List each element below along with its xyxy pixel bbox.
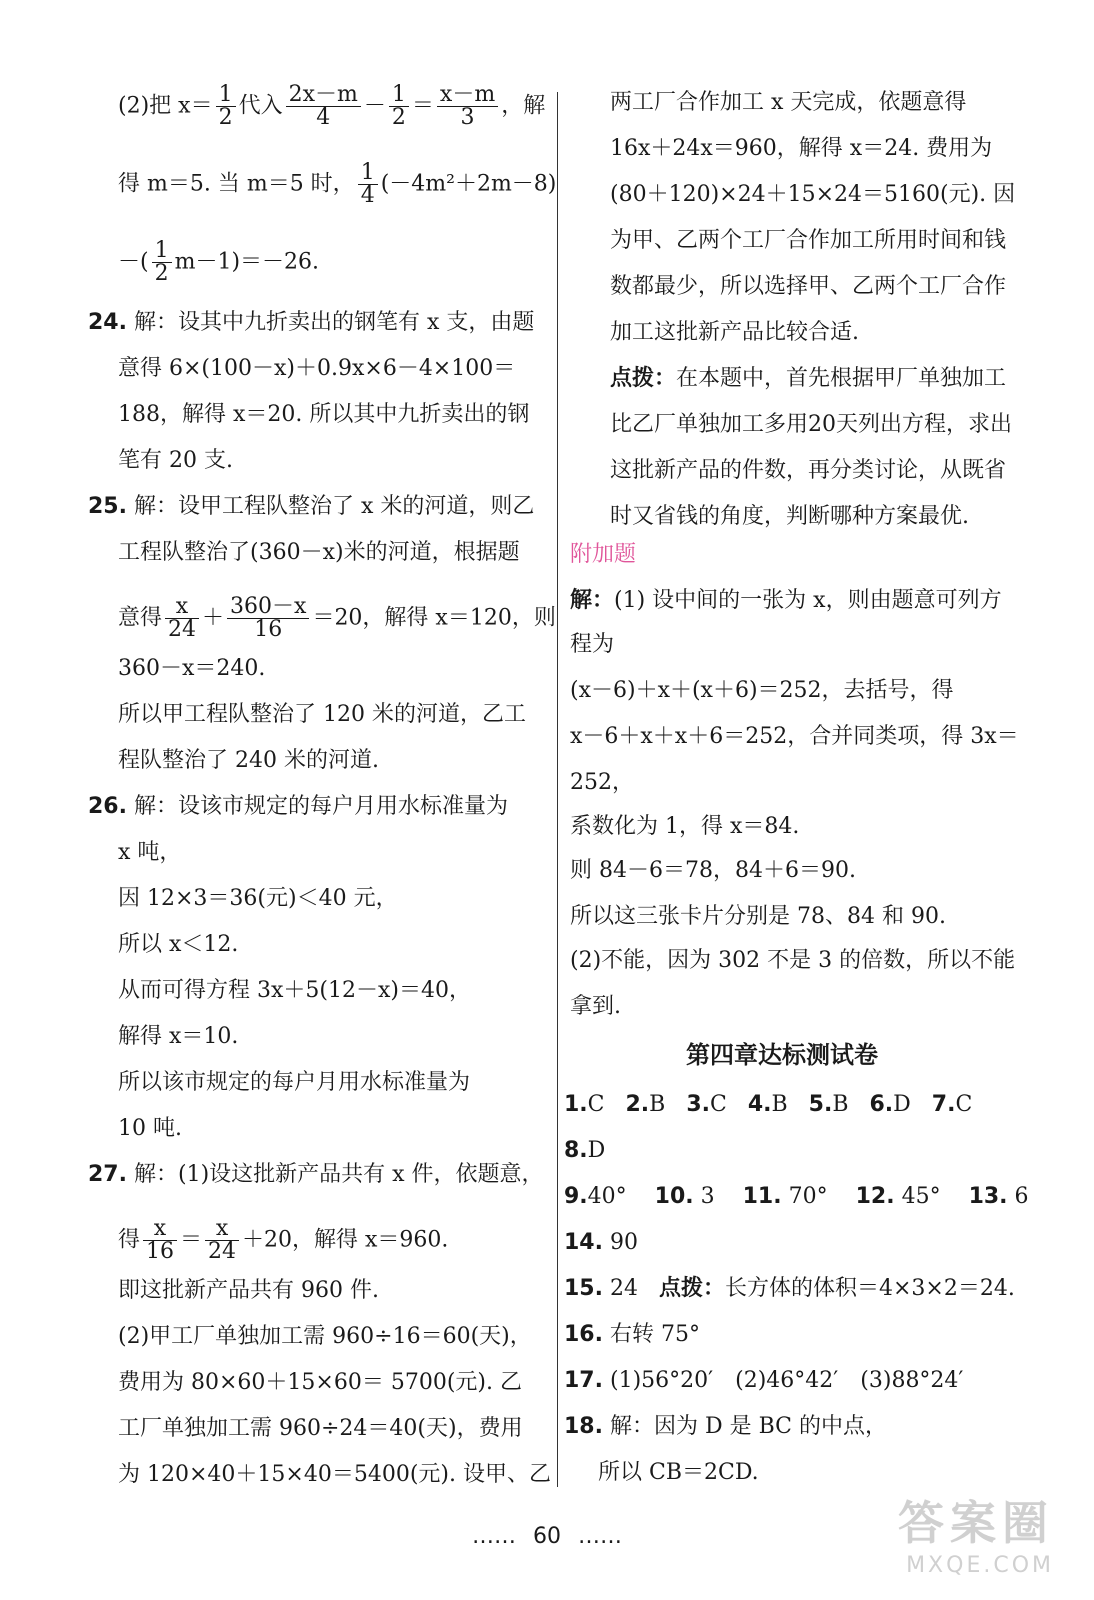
q26-line4: 所以 x＜12. <box>118 932 239 957</box>
footer-dots-right: …… <box>578 1524 622 1549</box>
extra-line8: 所以这三张卡片分别是 78、84 和 90. <box>570 904 946 929</box>
page-number: 60 <box>533 1524 561 1549</box>
q27-cont-line1: 两工厂合作加工 x 天完成，依题意得 <box>610 90 967 115</box>
q26-line7: 所以该市规定的每户月用水标准量为 <box>118 1070 471 1095</box>
extra-line4: x－6＋x＋x＋6＝252，合并同类项，得 3x＝ <box>570 724 1019 749</box>
column-divider <box>557 92 558 1487</box>
watermark-url: MXQE.COM <box>906 1553 1054 1578</box>
q27-hint-line4: 时又省钱的角度，判断哪种方案最优. <box>610 504 969 529</box>
q25-line5: 所以甲工程队整治了 120 米的河道，乙工 <box>118 702 526 727</box>
watermark <box>898 1487 1054 1578</box>
q27-line3: 即这批新产品共有 960 件. <box>118 1278 379 1303</box>
q18-line2: 所以 CB＝2CD. <box>598 1460 759 1485</box>
extra-line10: 拿到. <box>570 994 621 1019</box>
q27-line6: 工厂单独加工需 960÷24＝40(天)，费用 <box>118 1416 523 1441</box>
q27-hint-line2: 比乙厂单独加工多用20天列出方程，求出 <box>610 412 1012 437</box>
footer-dots-left: …… <box>472 1524 516 1549</box>
q18-line1: 18. 解：因为 D 是 BC 的中点， <box>564 1414 888 1439</box>
extra-line1: 解：(1) 设中间的一张为 x，则由题意可列方 <box>570 588 1002 613</box>
q26-line5: 从而可得方程 3x＋5(12－x)＝40， <box>118 978 471 1003</box>
q27-cont-line5: 数都最少，所以选择甲、乙两个工厂合作 <box>610 274 1007 299</box>
extra-line3: (x－6)＋x＋(x＋6)＝252，去括号，得 <box>570 678 954 703</box>
q24-line1: 24. 解：设其中九折卖出的钢笔有 x 支，由题 <box>88 310 535 335</box>
q24-line2: 意得 6×(100－x)＋0.9x×6－4×100＝ <box>118 356 516 381</box>
q27-line4: (2)甲工厂单独加工需 960÷16＝60(天)， <box>118 1324 532 1349</box>
q23-part2-line3: －( $\frac{1}{2}$ m－1)＝－26. <box>118 238 320 286</box>
q25-line2: 工程队整治了(360－x)米的河道，根据题 <box>118 540 520 565</box>
q27-line7: 为 120×40＋15×40＝5400(元). 设甲、乙 <box>118 1462 551 1487</box>
q27-line2: 得 $\frac{x}{16}$ ＝ $\frac{x}{24}$ ＋20，解得 x＝960. <box>118 1216 449 1264</box>
q26-line1: 26. 解：设该市规定的每户月用水标准量为 <box>88 794 508 819</box>
extra-line6: 系数化为 1，得 x＝84. <box>570 814 800 839</box>
mc-answers-row2: 8.D <box>564 1138 606 1163</box>
q27-cont-line2: 16x＋24x＝960，解得 x＝24. 费用为 <box>610 136 993 161</box>
watermark-logo-text: 答案圈 <box>898 1496 1054 1550</box>
q27-hint-line1: 点拨：在本题中，首先根据甲厂单独加工 <box>610 366 1007 391</box>
q15-answer: 15. 24 点拨：长方体的体积＝4×3×2＝24. <box>564 1276 1015 1301</box>
q27-cont-line4: 为甲、乙两个工厂合作加工所用时间和钱 <box>610 228 1007 253</box>
q27-line5: 费用为 80×60＋15×60＝ 5700(元). 乙 <box>118 1370 522 1395</box>
q26-line8: 10 吨. <box>118 1116 182 1141</box>
q23-part2-line2: 得 m＝5. 当 m＝5 时， $\frac{1}{4}$ (－4m²＋2m－8) <box>118 160 557 208</box>
q27-cont-line3: (80＋120)×24＋15×24＝5160(元). 因 <box>610 182 1016 207</box>
extra-line2: 程为 <box>570 632 615 657</box>
q27-cont-line6: 加工这批新产品比较合适. <box>610 320 859 345</box>
chapter-title: 第四章达标测试卷 <box>686 1041 878 1069</box>
extra-line7: 则 84－6＝78，84＋6＝90. <box>570 858 856 883</box>
extra-line9: (2)不能，因为 302 不是 3 的倍数，所以不能 <box>570 948 1016 973</box>
q26-line6: 解得 x＝10. <box>118 1024 239 1049</box>
q25-line4: 360－x＝240. <box>118 656 266 681</box>
q26-line2: x 吨， <box>118 840 182 865</box>
q25-line3: 意得 $\frac{x}{24}$ ＋ $\frac{360-x}{16}$ ＝20，解得 x＝120，则 <box>118 594 556 642</box>
q24-line3: 188，解得 x＝20. 所以其中九折卖出的钢 <box>118 402 530 427</box>
q27-hint-line3: 这批新产品的件数，再分类讨论，从既省 <box>610 458 1007 483</box>
q24-line4: 笔有 20 支. <box>118 448 233 473</box>
q16-answer: 16. 右转 75° <box>564 1322 700 1347</box>
fill-answers-row2: 14. 90 <box>564 1230 638 1255</box>
q26-line3: 因 12×3＝36(元)＜40 元， <box>118 886 398 911</box>
fill-answers-row1: 9.40° 10. 3 11. 70° 12. 45° 13. 6 <box>564 1184 1029 1209</box>
extra-line5: 252， <box>570 770 634 795</box>
q17-answer: 17. (1)56°20′ (2)46°42′ (3)88°24′ <box>564 1368 964 1393</box>
q25-line1: 25. 解：设甲工程队整治了 x 米的河道，则乙 <box>88 494 535 519</box>
extra-section-title: 附加题 <box>570 542 637 567</box>
q27-line1: 27. 解：(1)设这批新产品共有 x 件，依题意， <box>88 1162 544 1187</box>
q25-line6: 程队整治了 240 米的河道. <box>118 748 379 773</box>
mc-answers-row1: 1.C 2.B 3.C 4.B 5.B 6.D 7.C <box>564 1092 973 1117</box>
q23-part2-line1: (2)把 x＝ $\frac{1}{2}$ 代入 $\frac{2x-m}{4}$ － $\frac{1}{2}$ ＝ $\frac{x-m}{3}$ ，解 <box>118 82 546 130</box>
